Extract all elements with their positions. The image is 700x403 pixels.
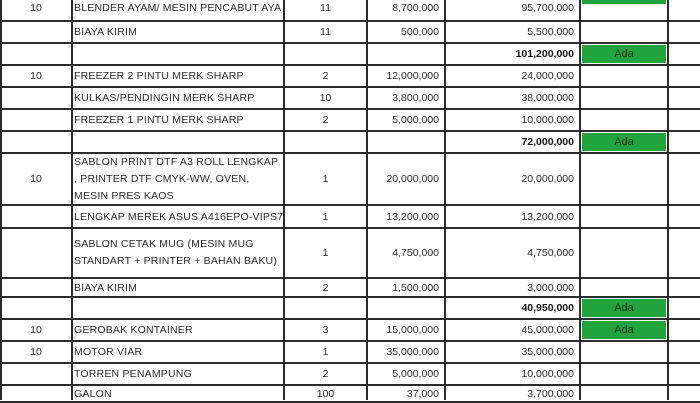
item-name-cell[interactable]	[72, 44, 284, 64]
status-cell[interactable]	[580, 206, 668, 227]
status-badge[interactable]: Ada	[582, 299, 666, 317]
status-cell[interactable]	[580, 88, 668, 108]
status-cell[interactable]	[580, 66, 668, 86]
status-cell[interactable]	[580, 279, 668, 296]
status-badge[interactable]: Ada	[582, 321, 666, 339]
row-number-cell[interactable]	[0, 88, 72, 108]
quantity-cell[interactable]: 10	[319, 92, 332, 104]
status-badge[interactable]: Ada	[582, 45, 666, 63]
quantity-cell[interactable]: 1	[322, 247, 329, 259]
unit-price-cell[interactable]: 8,700,000	[392, 1, 439, 14]
item-name-cell[interactable]: BIAYA KIRIM	[74, 281, 138, 294]
total-price-cell[interactable]: 20,000,000	[521, 173, 574, 185]
row-number-cell[interactable]: 10	[30, 346, 42, 358]
row-number-cell[interactable]	[0, 206, 72, 227]
item-name-cell[interactable]: BLENDER AYAM/ MESIN PENCABUT AYA	[74, 1, 282, 14]
row-number-cell[interactable]	[0, 386, 72, 401]
quantity-cell[interactable]: 1	[322, 173, 329, 185]
row-number-cell[interactable]: 10	[30, 70, 42, 82]
item-name-cell[interactable]: SABLON PRINT DTF A3 ROLL LENGKAP , PRINTER DTF CMYK-WW, OVEN, MESIN PRES KAOS	[74, 155, 279, 202]
quantity-cell[interactable]: 11	[320, 1, 331, 14]
item-name-cell[interactable]: BIAYA KIRIM	[74, 26, 138, 38]
item-name-cell[interactable]	[72, 298, 284, 318]
total-price-cell[interactable]: 38,000,000	[521, 92, 574, 104]
quantity-cell[interactable]: 2	[322, 114, 329, 126]
item-name-cell[interactable]: MOTOR VIAR	[74, 346, 143, 358]
total-price-cell[interactable]: 72,000,000	[521, 136, 574, 148]
status-cell[interactable]	[580, 342, 668, 362]
unit-price-cell[interactable]	[367, 298, 445, 318]
unit-price-cell[interactable]: 3,800,000	[392, 92, 439, 104]
row-number-cell[interactable]	[0, 44, 72, 64]
row-number-cell[interactable]	[0, 279, 72, 296]
quantity-cell[interactable]	[284, 298, 367, 318]
total-price-cell[interactable]: 13,200,000	[521, 210, 574, 223]
item-name-cell[interactable]: KULKAS/PENDINGIN MERK SHARP	[74, 92, 255, 104]
status-fill-partial	[582, 0, 666, 4]
total-price-cell[interactable]: 24,000,000	[521, 70, 574, 82]
quantity-cell[interactable]: 1	[322, 210, 329, 223]
total-price-cell[interactable]: 10,000,000	[521, 368, 574, 380]
status-badge[interactable]: Ada	[582, 133, 666, 151]
unit-price-cell[interactable]: 4,750,000	[392, 247, 439, 259]
row-number-cell[interactable]: 10	[30, 324, 42, 336]
row-number-cell[interactable]	[0, 22, 72, 42]
row-number-cell[interactable]	[0, 110, 72, 130]
unit-price-cell[interactable]: 37,000	[406, 387, 439, 400]
item-name-cell[interactable]: FREEZER 1 PINTU MERK SHARP	[74, 114, 244, 126]
quantity-cell[interactable]: 100	[316, 387, 335, 400]
row-number-cell[interactable]	[0, 298, 72, 318]
unit-price-cell[interactable]: 35,000,000	[386, 346, 439, 358]
row-number-cell[interactable]	[0, 364, 72, 384]
quantity-cell[interactable]: 1	[322, 346, 329, 358]
item-name-cell[interactable]: LENGKAP MEREK ASUS A416EPO-VIPS7	[74, 210, 284, 223]
status-cell[interactable]	[580, 110, 668, 130]
status-cell[interactable]	[580, 229, 668, 277]
quantity-cell[interactable]: 2	[322, 281, 329, 294]
total-price-cell[interactable]: 40,950,000	[521, 302, 574, 314]
total-price-cell[interactable]: 3,000,000	[527, 281, 574, 294]
unit-price-cell[interactable]: 12,000,000	[386, 70, 439, 82]
unit-price-cell[interactable]: 13,200,000	[386, 210, 439, 223]
quantity-cell[interactable]	[284, 44, 367, 64]
item-name-cell[interactable]: TORREN PENAMPUNG	[74, 368, 192, 380]
row-number-cell[interactable]: 10	[30, 173, 42, 185]
row-number-cell[interactable]	[0, 132, 72, 152]
total-price-cell[interactable]: 101,200,000	[515, 48, 574, 60]
quantity-cell[interactable]: 3	[322, 324, 329, 336]
unit-price-cell[interactable]	[367, 132, 445, 152]
status-cell[interactable]	[580, 22, 668, 42]
item-name-cell[interactable]: GALON	[74, 387, 112, 400]
status-cell[interactable]	[580, 386, 668, 401]
quantity-cell[interactable]: 11	[320, 26, 331, 38]
unit-price-cell[interactable]: 5,000,000	[392, 114, 439, 126]
total-price-cell[interactable]: 3,700,000	[527, 387, 574, 400]
total-price-cell[interactable]: 35,000,000	[521, 346, 574, 358]
total-price-cell[interactable]: 5,500,000	[527, 26, 574, 38]
quantity-cell[interactable]: 2	[322, 368, 329, 380]
total-price-cell[interactable]: 4,750,000	[527, 247, 574, 259]
unit-price-cell[interactable]: 500,000	[401, 26, 439, 38]
status-cell[interactable]	[580, 154, 668, 204]
row-number-cell[interactable]: 10	[30, 1, 42, 14]
item-name-cell[interactable]: SABLON CETAK MUG (MESIN MUG STANDART + PRINTER + BAHAN BAKU)	[74, 238, 278, 267]
quantity-cell[interactable]: 2	[322, 70, 329, 82]
total-price-cell[interactable]: 95,700,000	[521, 1, 574, 14]
row-number-cell[interactable]	[0, 229, 72, 277]
item-name-cell[interactable]: GEROBAK KONTAINER	[74, 324, 193, 336]
quantity-cell[interactable]	[284, 132, 367, 152]
item-name-cell[interactable]	[72, 132, 284, 152]
unit-price-cell[interactable]: 1,500,000	[392, 281, 439, 294]
status-cell[interactable]	[580, 364, 668, 384]
total-price-cell[interactable]: 10,000,000	[521, 114, 574, 126]
unit-price-cell[interactable]: 20,000,000	[386, 173, 439, 185]
item-name-cell[interactable]: FREEZER 2 PINTU MERK SHARP	[74, 70, 244, 82]
unit-price-cell[interactable]: 5,000,000	[392, 368, 439, 380]
unit-price-cell[interactable]	[367, 44, 445, 64]
unit-price-cell[interactable]: 15,000,000	[386, 324, 439, 336]
total-price-cell[interactable]: 45,000,000	[521, 324, 574, 336]
